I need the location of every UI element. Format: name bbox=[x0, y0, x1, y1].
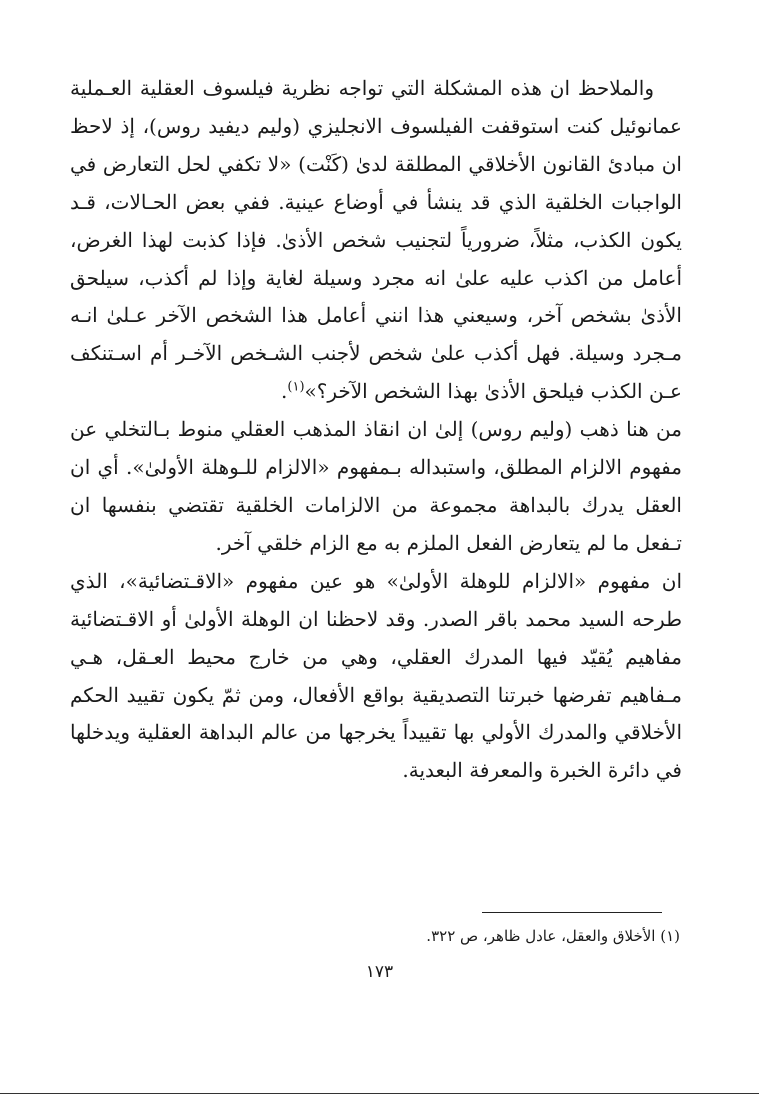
body-text bbox=[70, 70, 682, 790]
paragraph-2: من هنا ذهب (وليم روس) إلىٰ ان انقاذ المذهب العقلي منوط بـالتخلي عن مفهوم الالزام المطلق، واستبداله بـمفهوم «الالزام للـوهلة الأولىٰ». أي ان العقل يدرك بالبداهة مجموعة من الالزامات الخلقية تقتضي بنفسها ان تـفعل ما لم يتعارض الفعل الملزم به مع الزام خلقي آخر. bbox=[70, 417, 682, 555]
footnote-divider bbox=[482, 912, 662, 913]
footnote-reference[interactable]: (١) bbox=[287, 379, 305, 395]
paragraph-3: ان مفهوم «الالزام للوهلة الأولىٰ» هو عين مفهوم «الاقـتضائية»، الذي طرحه السيد محمد باقر الصدر. وقد لاحظنا ان الوهلة الأولىٰ أو الاقـتضائية مفاهيم يُقيّد فيها المدرك العقلي، وهي من خارج محيط العـقل، هـي مـفاهيم تفرضها خبرتنا التصديقية بواقع الأفعال، ومن ثمّ يكون تقييد الحكم الأخلاقي والمدرك الأولي بها تقييداً يخرجها من عالم البداهة العقلية ويدخلها في دائرة الخبرة والمعرفة البعدية. bbox=[70, 568, 683, 783]
paragraph-1-text: والملاحظ ان هذه المشكلة التي تواجه نظرية فيلسوف العقلية العـملية عمانوئيل كنت استوقفت الفيلسوف الانجليزي (وليم ديفيد روس)، إذ لاحظ ان مبادئ القانون الأخلاقي المطلقة لدىٰ (كَنْت) «لا تكفي لحل التعارض في الواجبات الخلقية الذي قد ينشأ في أوضاع عينية. ففي بعض الحـالات، قـد يكون الكذب، مثلاً، ضرورياً لتجنيب شخص الأذىٰ. فإذا كذبت لهذا الغرض، أعامل من اكذب عليه علىٰ انه مجرد وسيلة لغاية وإذا لم أكذب، سيلحق الأذىٰ بشخص آخر، وسيعني هذا انني أعامل هذا الشخص الآخر عـلىٰ انـه مـجرد وسيلة. فهل أكذب علىٰ شخص لأجنب الشـخص الآخـر أم اسـتنكف عـن الكذب فيلحق الأذىٰ بهذا الشخص الآخر؟» bbox=[70, 76, 683, 404]
footnote: (١) الأخلاق والعقل، عادل ظاهر، ص ٣٢٢. bbox=[426, 927, 680, 945]
page-bottom-edge bbox=[0, 1093, 759, 1094]
page-number: ١٧٣ bbox=[365, 962, 394, 982]
paragraph-1: والملاحظ ان هذه المشكلة التي تواجه نظرية فيلسوف العقلية العـملية عمانوئيل كنت استوقفت الفيلسوف الانجليزي (وليم ديفيد روس)، إذ لاحظ ان مبادئ القانون الأخلاقي المطلقة لدىٰ (كَنْت) «لا تكفي لحل التعارض في الواجبات الخلقية الذي قد ينشأ في أوضاع عينية. ففي بعض الحـالات، قـد يكون الكذب، مثلاً، ضرورياً لتجنيب شخص الأذىٰ. فإذا كذبت لهذا الغرض، أعامل من اكذب عليه علىٰ انه مجرد وسيلة لغاية وإذا لم أكذب، سيلحق الأذىٰ بشخص آخر، وسيعني هذا انني أعامل هذا الشخص الآخر عـلىٰ انـه مـجرد وسيلة. فهل أكذب علىٰ شخص لأجنب الشـخص الآخـر أم اسـتنكف عـن الكذب فيلحق الأذىٰ بهذا الشخص الآخر؟»$^{(١)}$. bbox=[70, 76, 683, 404]
